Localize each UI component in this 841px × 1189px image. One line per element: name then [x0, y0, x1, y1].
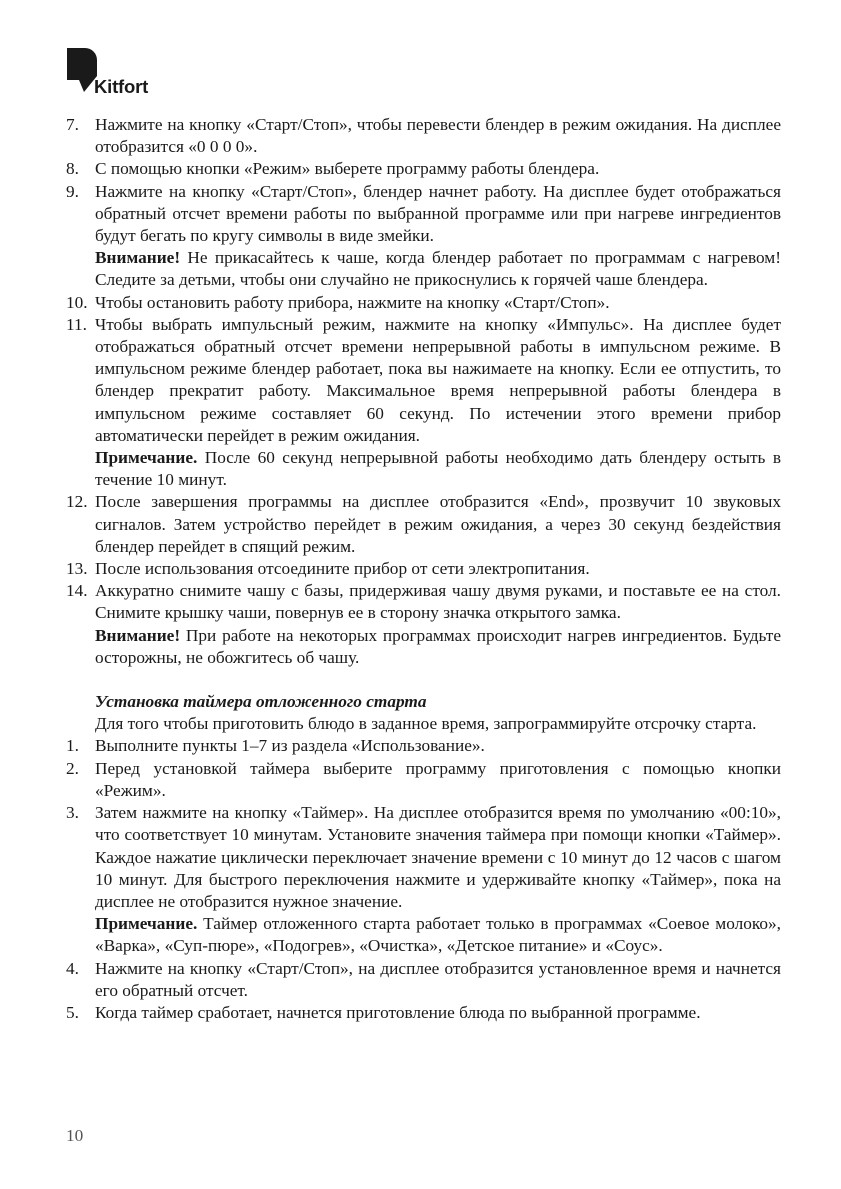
list-item [66, 735, 781, 757]
note-text: После 60 секунд непрерывной работы необходимо дать блендеру остыть в течение 10 минут. [95, 448, 781, 490]
note-label: Внимание! [95, 248, 181, 268]
item-number: 1. [66, 736, 79, 756]
item-number: 2. [66, 758, 79, 778]
item-number: 3. [66, 803, 79, 823]
list-item [66, 802, 781, 957]
list-item [66, 292, 781, 314]
warning-note [95, 247, 781, 291]
warning-note [95, 625, 781, 669]
item-text: Выполните пункты 1–7 из раздела «Использование». [95, 736, 485, 756]
instruction-list [66, 114, 781, 669]
header [67, 48, 267, 96]
list-item [66, 114, 781, 158]
brand-name: Kitfort [94, 76, 149, 97]
list-item [66, 558, 781, 580]
note-label: Внимание! [95, 625, 181, 645]
note [95, 447, 781, 491]
section-intro: Для того чтобы приготовить блюдо в заданное время, запрограммируйте отсрочку старта. [95, 714, 757, 734]
item-number: 12. [66, 492, 88, 512]
list-item [66, 181, 781, 292]
item-text: Аккуратно снимите чашу с базы, придерживая чашу двумя руками, и поставьте ее на стол. Снимите крышку чаши, повернув ее в сторону значка открытого замка. [95, 581, 781, 623]
item-text: После завершения программы на дисплее отобразится «End», прозвучит 10 звуковых сигналов. Затем устройство перейдет в режим ожидания, а через 30 секунд бездействия блендер перейдет в спящий режим. [95, 492, 781, 556]
list-item [66, 758, 781, 802]
item-number: 5. [66, 1002, 79, 1022]
item-number: 14. [66, 581, 88, 601]
note-label: Примечание. [95, 448, 198, 468]
list-item [66, 314, 781, 492]
list-item [66, 158, 781, 180]
item-number: 13. [66, 559, 88, 579]
list-item [66, 958, 781, 1002]
item-text: Нажмите на кнопку «Старт/Стоп», чтобы перевести блендер в режим ожидания. На дисплее отобразится «0 0 0 0». [95, 115, 781, 157]
note-text: При работе на некоторых программах происходит нагрев ингредиентов. Будьте осторожны, не обожгитесь об чашу. [95, 625, 781, 667]
item-number: 11. [66, 314, 87, 334]
kitfort-logo-icon [67, 48, 97, 92]
item-text: Когда таймер сработает, начнется приготовление блюда по выбранной программе. [95, 1002, 701, 1022]
item-text: Нажмите на кнопку «Старт/Стоп», блендер начнет работу. На дисплее будет отображаться обратный отсчет времени работы по выбранной программе или при нагреве ингредиентов будут бегать по кругу символы в виде змейки. [95, 181, 781, 246]
item-number: 10. [66, 292, 88, 312]
section-title: Установка таймера отложенного старта [95, 692, 427, 712]
page-content [66, 114, 781, 1024]
note-text: Не прикасайтесь к чаше, когда блендер работает по программам с нагревом! Следите за детьми, чтобы они случайно не прикоснулись к горячей чаше блендера. [95, 248, 781, 290]
list-item [66, 491, 781, 558]
item-text: Чтобы выбрать импульсный режим, нажмите на кнопку «Импульс». На дисплее будет отображаться обратный отсчет времени непрерывной работы в импульсном режиме. В импульсном режиме блендер работает, пока вы нажимаете на кнопку. Если ее отпустить, то блендер прекратит работу. Максимальное время непрерывной работы блендера в импульсном режиме составляет 60 секунд. По истечении этого времени прибор автоматически перейдет в режим ожидания. [95, 314, 781, 445]
page-number: 10 [66, 1126, 84, 1145]
item-number: 4. [66, 958, 79, 978]
timer-instruction-list [66, 735, 781, 1024]
item-text: После использования отсоедините прибор от сети электропитания. [95, 559, 590, 579]
list-item [66, 580, 781, 669]
note [95, 913, 781, 957]
item-text: С помощью кнопки «Режим» выберете программу работы блендера. [95, 159, 600, 179]
item-text: Нажмите на кнопку «Старт/Стоп», на дисплее отобразится установленное время и начнется его обратный отсчет. [95, 958, 781, 1000]
item-text: Перед установкой таймера выберите программу приготовления с помощью кнопки «Режим». [95, 758, 781, 800]
item-number: 7. [66, 115, 79, 134]
item-text: Затем нажмите на кнопку «Таймер». На дисплее отобразится время по умолчанию «00:10», что соответствует 10 минутам. Установите значения таймера при помощи кнопки «Таймер». Каждое нажатие циклически переключает значение времени с 10 минут до 12 часов с шагом 10 минут. Для быстрого переключения нажмите и удерживайте кнопку «Таймер», пока на дисплее не отобразится нужное значение. [95, 803, 781, 911]
note-text: Таймер отложенного старта работает только в программах «Соевое молоко», «Варка», «Суп-пюре», «Подогрев», «Очистка», «Детское питание» и «Соус». [95, 914, 781, 956]
note-label: Примечание. [95, 914, 198, 934]
item-number: 8. [66, 159, 79, 179]
item-number: 9. [66, 181, 79, 201]
item-text: Чтобы остановить работу прибора, нажмите на кнопку «Старт/Стоп». [95, 292, 610, 312]
list-item [66, 1002, 781, 1024]
